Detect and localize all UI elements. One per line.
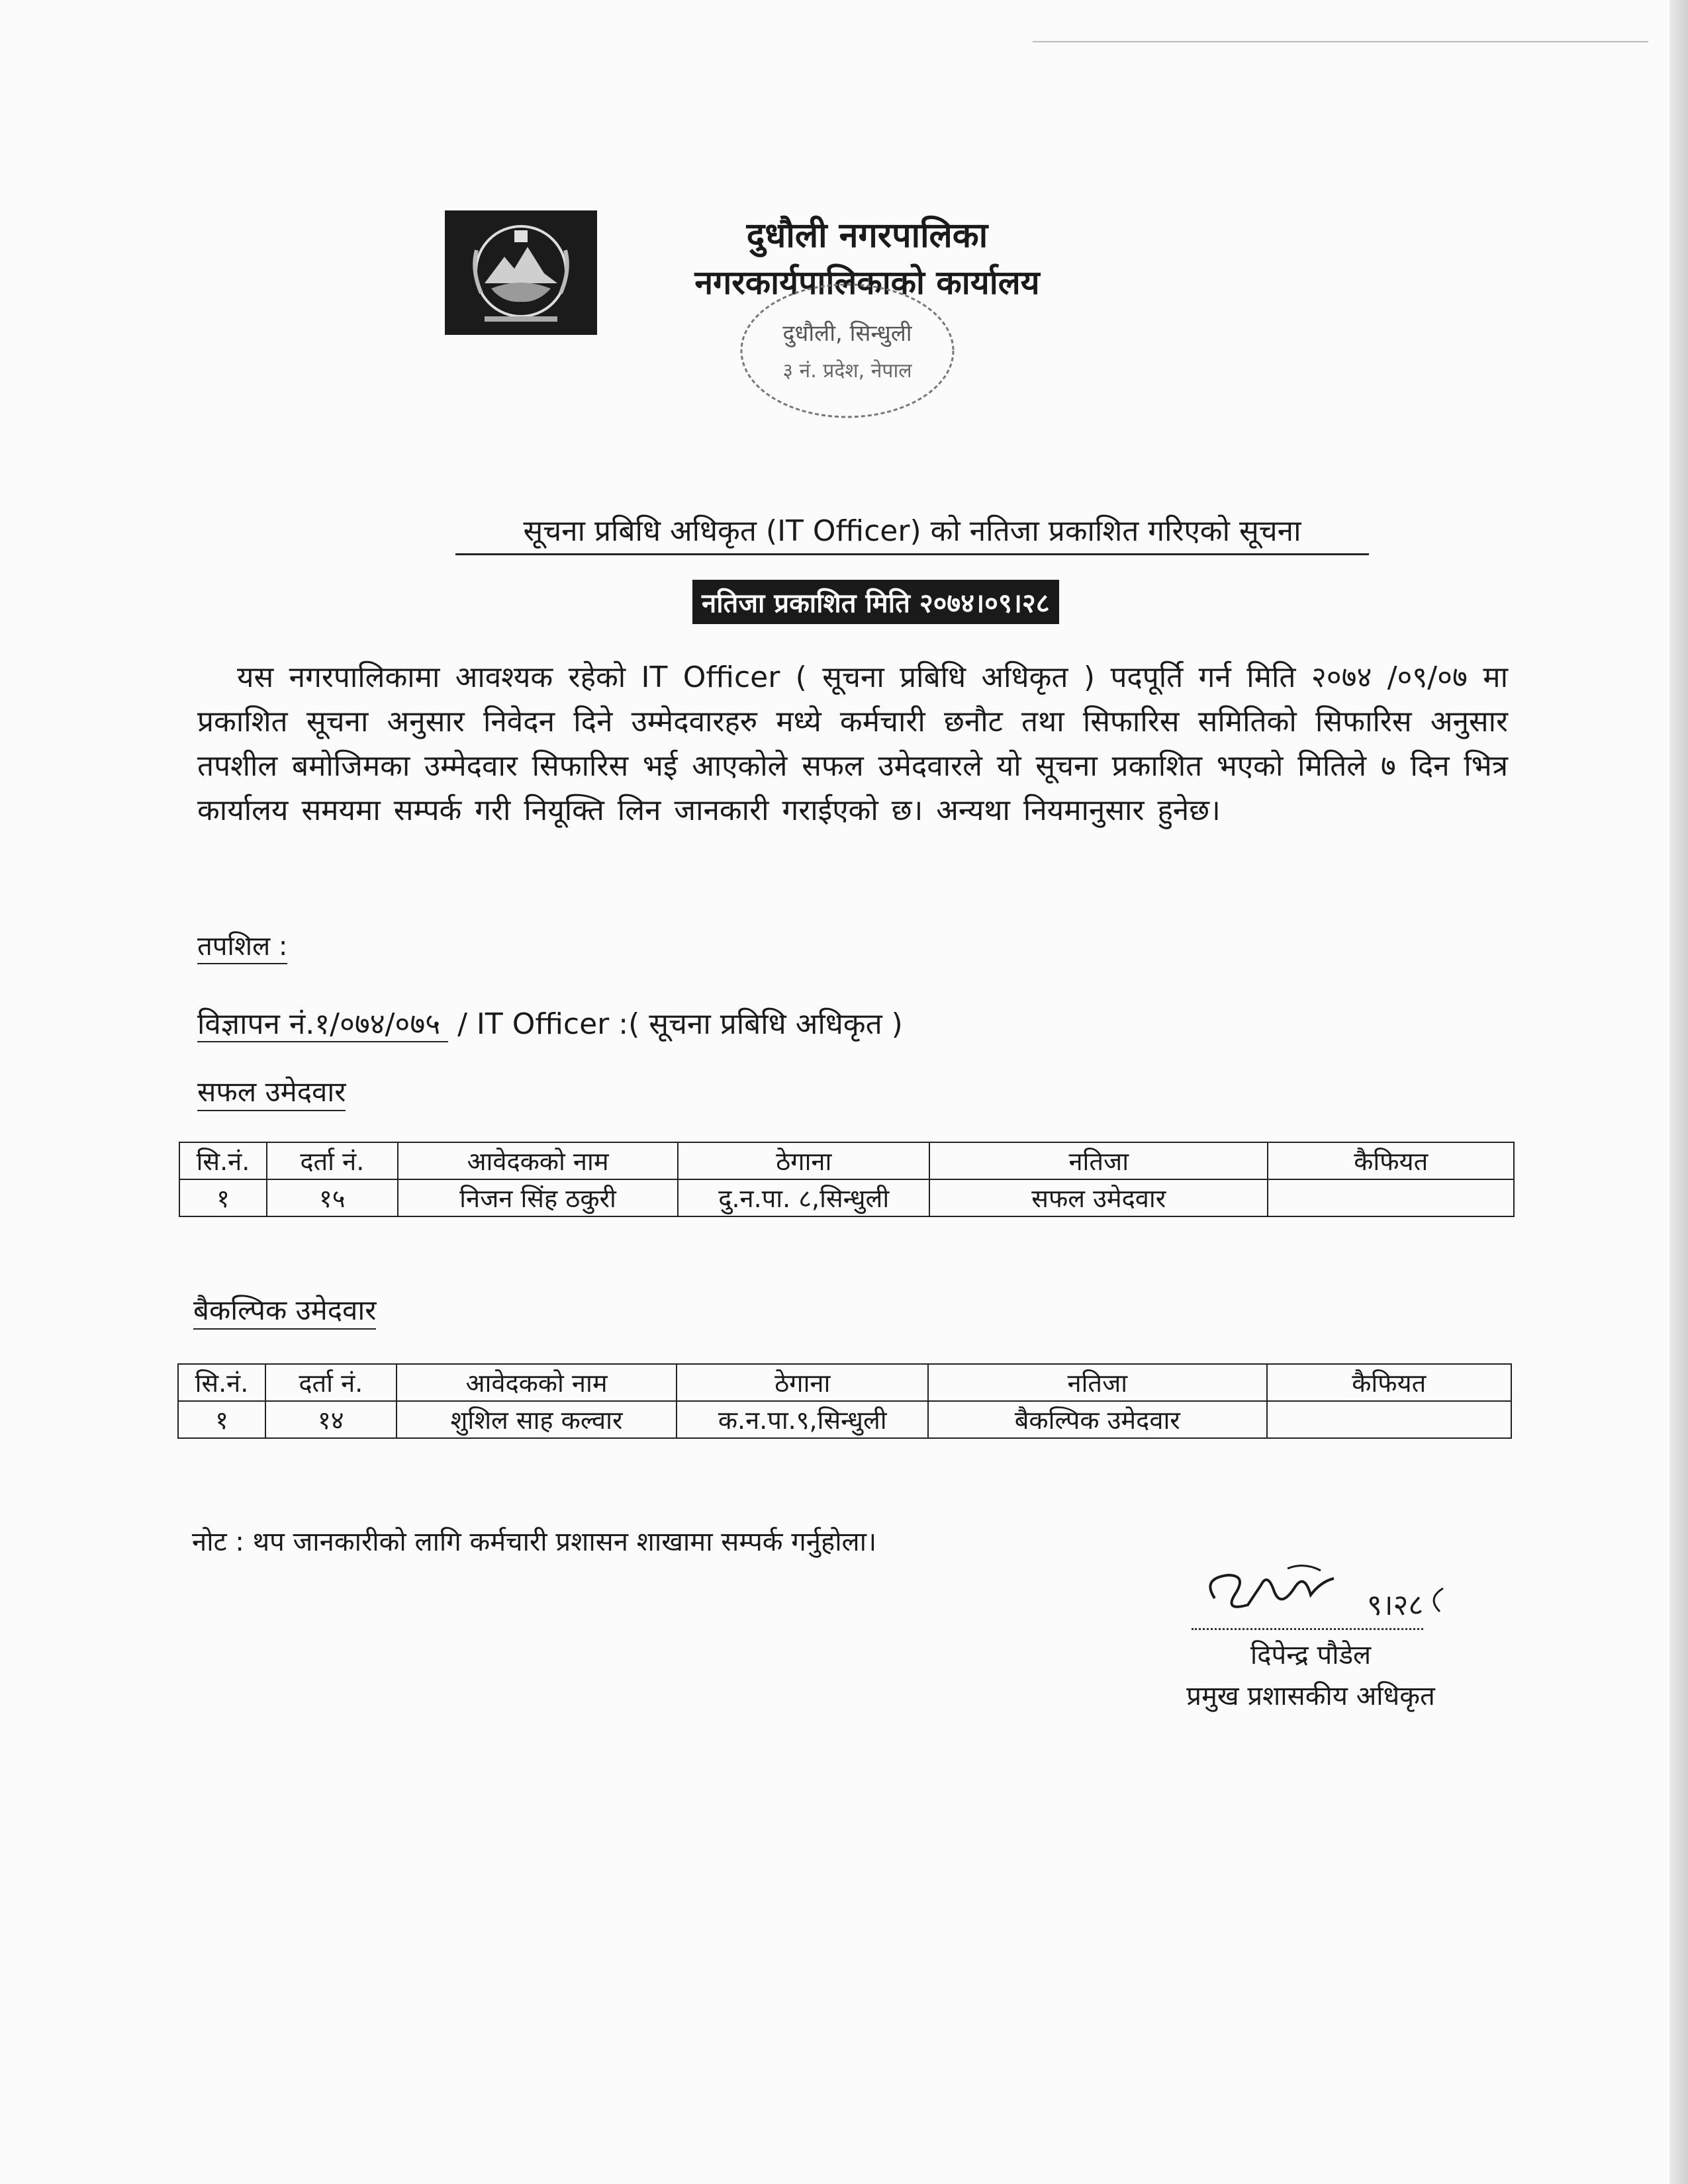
table-row bbox=[178, 1401, 1511, 1438]
column-header: ठेगाना bbox=[677, 1364, 928, 1401]
scan-top-line bbox=[1033, 41, 1648, 42]
signature-line bbox=[1192, 1628, 1423, 1630]
office-name: नगरकार्यपालिकाको कार्यालय bbox=[694, 263, 1040, 302]
cell-address: दु.न.पा. ८,सिन्धुली bbox=[678, 1179, 929, 1216]
cell-result: बैकल्पिक उमेदवार bbox=[928, 1401, 1266, 1438]
advertisement-position: / IT Officer :( सूचना प्रबिधि अधिकृत ) bbox=[457, 1007, 903, 1041]
column-header: सि.नं. bbox=[179, 1142, 267, 1179]
cell-remarks bbox=[1268, 1179, 1514, 1216]
table-header-row bbox=[178, 1364, 1511, 1401]
cell-registration: १४ bbox=[265, 1401, 397, 1438]
alternate-candidates-table bbox=[177, 1363, 1512, 1439]
column-header: सि.नं. bbox=[178, 1364, 265, 1401]
column-header: नतिजा bbox=[929, 1142, 1268, 1179]
table-row bbox=[179, 1179, 1514, 1216]
cell-address: क.न.पा.९,सिन्धुली bbox=[677, 1401, 928, 1438]
cell-name: शुशिल साह कल्वार bbox=[397, 1401, 677, 1438]
svg-text:९।२८: ९।२८ bbox=[1367, 1588, 1424, 1622]
alternate-heading: बैकल्पिक उमेदवार bbox=[193, 1291, 376, 1330]
cell-remarks bbox=[1267, 1401, 1511, 1438]
nepal-emblem-logo bbox=[445, 210, 597, 335]
cell-serial: १ bbox=[179, 1179, 267, 1216]
org-name: दुधौली नगरपालिका bbox=[746, 216, 988, 255]
cell-registration: १५ bbox=[267, 1179, 398, 1216]
svg-text:दुधौली, सिन्धुली: दुधौली, सिन्धुली bbox=[782, 320, 912, 347]
publish-date-badge: नतिजा प्रकाशित मिति २०७४।०९।२८ bbox=[692, 580, 1059, 624]
cell-name: निजन सिंह ठकुरी bbox=[398, 1179, 679, 1216]
signer-name: दिपेन्द्र पौडेल bbox=[1250, 1640, 1372, 1670]
cell-result: सफल उमेदवार bbox=[929, 1179, 1268, 1216]
column-header: कैफियत bbox=[1268, 1142, 1514, 1179]
column-header: नतिजा bbox=[928, 1364, 1266, 1401]
column-header: आवेदकको नाम bbox=[397, 1364, 677, 1401]
footer-note: नोट : थप जानकारीको लागि कर्मचारी प्रशासन शाखामा सम्पर्क गर्नुहोला। bbox=[192, 1527, 877, 1557]
notice-title: सूचना प्रबिधि अधिकृत (IT Officer) को नतिजा प्रकाशित गरिएको सूचना bbox=[455, 510, 1369, 555]
advertisement-line bbox=[197, 1003, 903, 1042]
signer-title: प्रमुख प्रशासकीय अधिकृत bbox=[1186, 1681, 1435, 1711]
successful-heading: सफल उमेदवार bbox=[197, 1072, 346, 1111]
details-label: तपशिल : bbox=[197, 927, 287, 964]
office-seal-stamp bbox=[735, 278, 960, 424]
column-header: आवेदकको नाम bbox=[398, 1142, 679, 1179]
svg-text:३ नं. प्रदेश, नेपाल: ३ नं. प्रदेश, नेपाल bbox=[782, 359, 912, 383]
handwritten-signature bbox=[1188, 1559, 1479, 1631]
table-header-row bbox=[179, 1142, 1514, 1179]
cell-serial: १ bbox=[178, 1401, 265, 1438]
successful-candidates-table bbox=[179, 1142, 1515, 1217]
notice-body: यस नगरपालिकामा आवश्यक रहेको IT Officer ( सूचना प्रबिधि अधिकृत ) पदपूर्ति गर्न मिति २०७४ /०९/०७ मा प्रकाशित सूचना अनुसार निवेदन दिने उम्मेदवारहरु मध्ये कर्मचारी छनौट तथा सिफारिस समितिको सिफारिस अनुसार तपशील बमोजिमका उम्मेदवार सिफारिस भई आएकोले सफल उमेदवारले यो सूचना प्रकाशित भएको मितिले ७ दिन भित्र कार्यालय समयमा सम्पर्क गरी नियूक्ति लिन जानकारी गराईएको छ। अन्यथा नियमानुसार हुनेछ। bbox=[197, 660, 1508, 827]
signer-block bbox=[1152, 1635, 1470, 1717]
scan-edge bbox=[1669, 0, 1688, 2184]
column-header: दर्ता नं. bbox=[267, 1142, 398, 1179]
column-header: कैफियत bbox=[1267, 1364, 1511, 1401]
column-header: दर्ता नं. bbox=[265, 1364, 397, 1401]
column-header: ठेगाना bbox=[678, 1142, 929, 1179]
advertisement-number: विज्ञापन नं.१/०७४/०७५ bbox=[197, 1007, 448, 1042]
